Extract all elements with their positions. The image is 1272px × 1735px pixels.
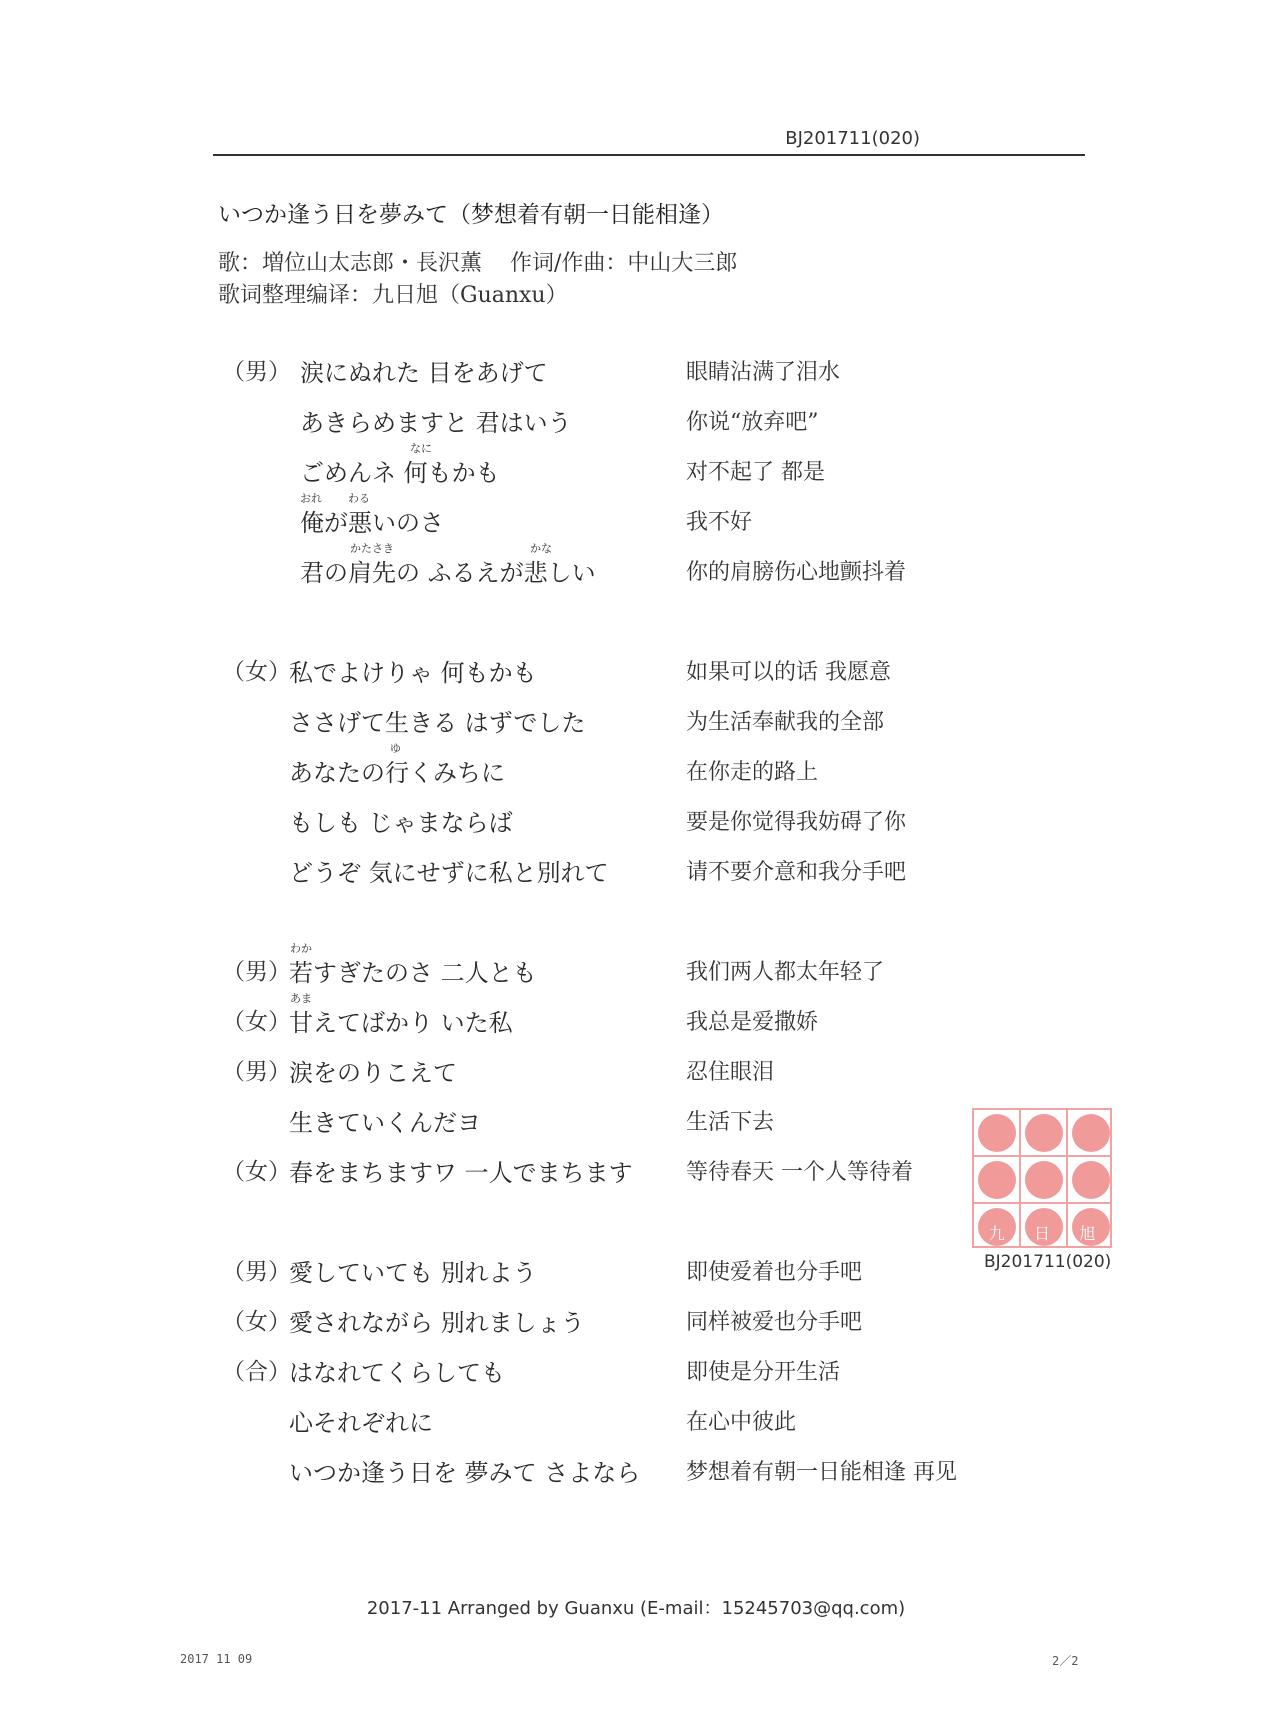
chinese-translation: 你的肩膀伤心地颤抖着 <box>686 560 907 585</box>
japanese-lyric: 俺が悪いのさ <box>300 509 444 537</box>
chinese-translation: 为生活奉献我的全部 <box>686 710 885 735</box>
japanese-lyric: ごめんネ 何もかも <box>300 459 500 487</box>
part-label: （男） <box>222 1059 291 1085</box>
chinese-translation: 即使爱着也分手吧 <box>686 1260 863 1285</box>
ruby-furigana: おれ <box>300 492 322 505</box>
ruby-furigana: かたさき <box>350 542 394 555</box>
chinese-translation: 对不起了 都是 <box>686 460 825 485</box>
chinese-translation: 请不要介意和我分手吧 <box>686 860 907 885</box>
stamp-dot <box>1072 1161 1110 1199</box>
japanese-lyric: 若すぎたのさ 二人とも <box>289 959 537 987</box>
chinese-translation: 即使是分开生活 <box>686 1360 841 1385</box>
japanese-lyric: 甘えてばかり いた私 <box>289 1009 513 1037</box>
ruby-furigana: なに <box>410 442 432 455</box>
stamp-dot <box>1025 1114 1063 1152</box>
japanese-lyric: 愛していても 別れよう <box>289 1259 537 1287</box>
ruby-furigana: あま <box>290 992 312 1005</box>
stamp-char: 九 <box>988 1224 1005 1243</box>
stamp-dot <box>1072 1114 1110 1152</box>
page-number: 2／2 <box>1052 1654 1079 1668</box>
japanese-lyric: 生きていくんだヨ <box>289 1109 481 1137</box>
composer-credit: 作词/作曲：中山大三郎 <box>510 251 738 276</box>
part-label: （男） <box>222 959 291 985</box>
stamp-char: 旭 <box>1079 1224 1096 1243</box>
ruby-furigana: わか <box>290 942 312 955</box>
stamp-caption: BJ201711(020) <box>984 1252 1112 1272</box>
chinese-translation: 忍住眼泪 <box>686 1060 775 1085</box>
japanese-lyric: 心それぞれに <box>289 1409 433 1437</box>
chinese-translation: 我不好 <box>686 510 753 535</box>
japanese-lyric: あなたの行くみちに <box>289 759 505 787</box>
stamp-characters <box>974 1221 1110 1244</box>
stamp-dot <box>978 1161 1016 1199</box>
japanese-lyric: いつか逢う日を 夢みて さよなら <box>289 1459 641 1487</box>
japanese-lyric: 涙にぬれた 目をあげて <box>300 359 548 387</box>
japanese-lyric: あきらめますと 君はいう <box>300 409 572 437</box>
part-label: （女） <box>222 659 291 685</box>
translator-credit: 歌词整理编译：九日旭（Guanxu） <box>218 283 568 308</box>
japanese-lyric: もしも じゃまならば <box>289 809 513 837</box>
chinese-translation: 我总是爱撒娇 <box>686 1010 819 1035</box>
footer-arranged-by: 2017-11 Arranged by Guanxu (E-mail：15245703@qq.com) <box>366 1598 906 1619</box>
chinese-translation: 生活下去 <box>686 1110 775 1135</box>
japanese-lyric: 愛されながら 別れましょう <box>289 1309 585 1337</box>
japanese-lyric: はなれてくらしても <box>289 1359 505 1387</box>
chinese-translation: 在你走的路上 <box>686 760 819 785</box>
chinese-translation: 要是你觉得我妨碍了你 <box>686 810 907 835</box>
chinese-translation: 眼睛沾满了泪水 <box>686 360 841 385</box>
japanese-lyric: ささげて生きる はずでした <box>289 709 586 737</box>
chinese-translation: 你说“放弃吧” <box>686 410 819 435</box>
ruby-furigana: ゆ <box>390 742 401 755</box>
header-rule <box>213 154 1085 156</box>
chinese-translation: 在心中彼此 <box>686 1410 797 1435</box>
song-title: いつか逢う日を夢みて（梦想着有朝一日能相逢） <box>218 202 724 228</box>
japanese-lyric: 私でよけりゃ 何もかも <box>289 659 537 687</box>
part-label: （女） <box>222 1309 291 1335</box>
chinese-translation: 如果可以的话 我愿意 <box>686 660 891 685</box>
stamp-dot <box>978 1114 1016 1152</box>
chinese-translation: 等待春天 一个人等待着 <box>686 1160 913 1185</box>
ruby-furigana: わる <box>348 492 370 505</box>
part-label: （女） <box>222 1159 291 1185</box>
japanese-lyric: 春をまちますワ 一人でまちます <box>289 1159 633 1187</box>
chinese-translation: 我们两人都太年轻了 <box>686 960 885 985</box>
japanese-lyric: 涙をのりこえて <box>289 1059 457 1087</box>
chinese-translation: 同样被爱也分手吧 <box>686 1310 863 1335</box>
chinese-translation: 梦想着有朝一日能相逢 再见 <box>686 1460 957 1485</box>
stamp-char: 日 <box>1033 1224 1050 1243</box>
part-label: （女） <box>222 1009 291 1035</box>
stamp-dot <box>1025 1161 1063 1199</box>
ruby-furigana: かな <box>530 542 552 555</box>
part-label: （合） <box>222 1359 291 1385</box>
part-label: （男） <box>222 1259 291 1285</box>
credits-line <box>218 246 737 277</box>
singer-credit: 歌：増位山太志郎・長沢薫 <box>218 251 483 276</box>
part-label: （男） <box>222 359 291 385</box>
seal-stamp <box>972 1108 1112 1248</box>
japanese-lyric: どうぞ 気にせずに私と別れて <box>289 859 609 887</box>
print-date: 2017 11 09 <box>180 1652 253 1666</box>
document-id: BJ201711(020) <box>785 128 920 149</box>
japanese-lyric: 君の肩先の ふるえが悲しい <box>300 559 596 587</box>
